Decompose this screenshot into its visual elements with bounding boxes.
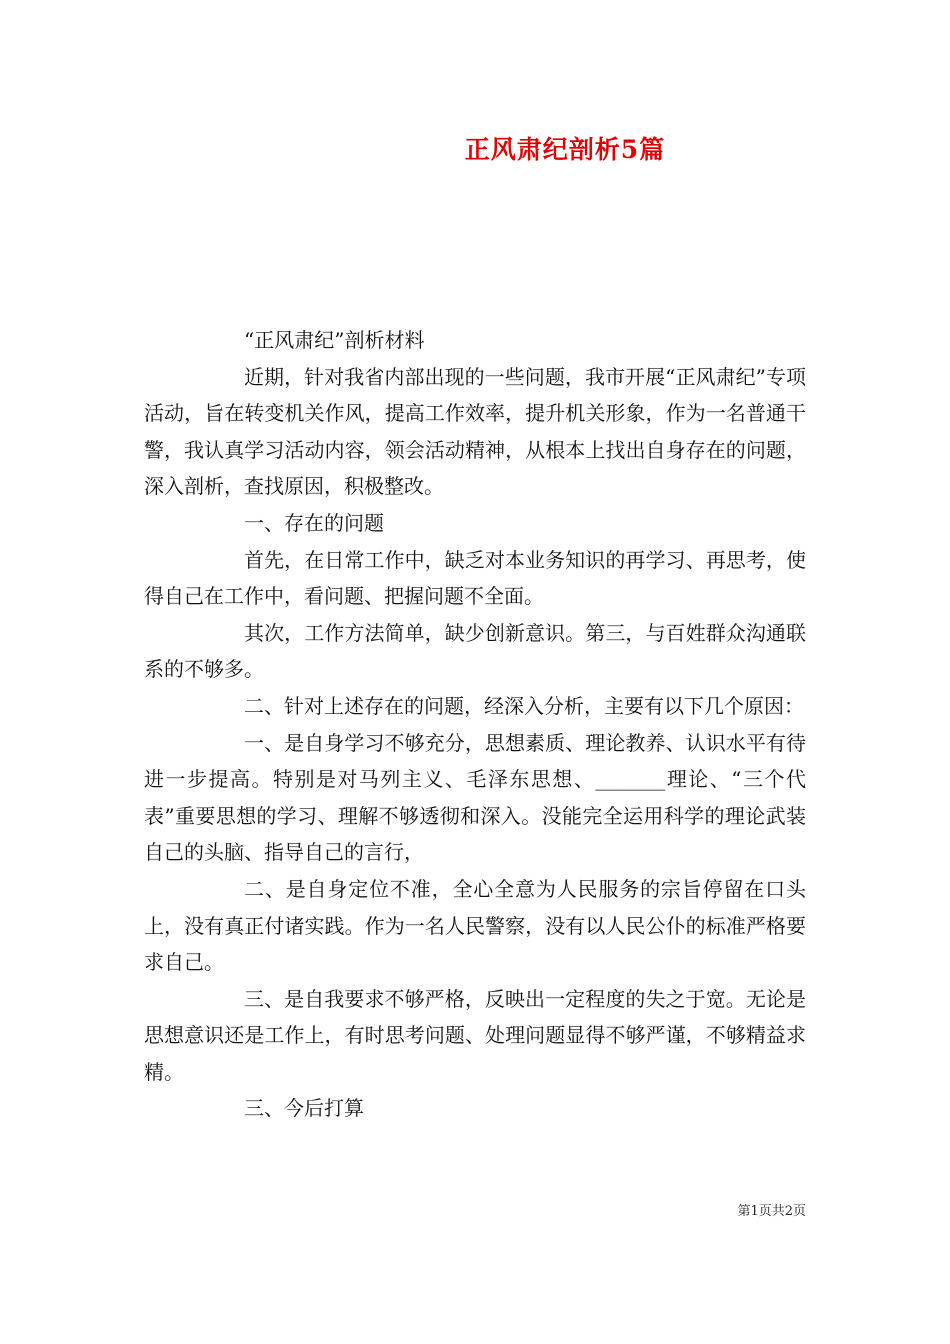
document-title: 正风肃纪剖析5篇: [464, 135, 666, 164]
paragraph-reason-three: 三、是自我要求不够严格，反映出一定程度的失之于宽。无论是思想意识还是工作上，有时思考问题、处理问题显得不够严谨，不够精益求精。: [144, 986, 806, 1084]
paragraph-first: 首先，在日常工作中，缺乏对本业务知识的再学习、再思考，使得自己在工作中，看问题、把握问题不全面。: [144, 547, 806, 609]
page-number: 第1页共2页: [737, 1204, 806, 1219]
paragraph-reason-two: 二、是自身定位不准，全心全意为人民服务的宗旨停留在口头上，没有真正付诸实践。作为一名人民警察，没有以人民公仆的标准严格要求自己。: [144, 876, 806, 975]
paragraph-second: 其次，工作方法简单，缺少创新意识。第三，与百姓群众沟通联系的不够多。: [144, 620, 806, 682]
section-heading-plans: 三、今后打算: [244, 1096, 364, 1121]
paragraph-reason-one: 一、是自身学习不够充分，思想素质、理论教养、认识水平有待进一步提高。特别是对马列主义、毛泽东思想、_______理论、“三个代表”重要思想的学习、理解不够透彻和深入。没能完全运用科学的理论武装自己的头脑、指导自己的言行，: [144, 730, 806, 865]
document-body: [144, 322, 806, 1127]
section-heading-problems: 一、存在的问题: [244, 510, 384, 535]
paragraph-heading: “正风肃纪”剖析材料: [244, 328, 425, 352]
paragraph-intro: 近期，针对我省内部出现的一些问题，我市开展“正风肃纪”专项活动，旨在转变机关作风，提高工作效率，提升机关形象，作为一名普通干警，我认真学习活动内容，领会活动精神，从根本上找出自身存在的问题，深入剖析，查找原因，积极整改。: [144, 364, 806, 499]
section-heading-analysis: 二、针对上述存在的问题，经深入分析，主要有以下几个原因：: [244, 693, 804, 718]
